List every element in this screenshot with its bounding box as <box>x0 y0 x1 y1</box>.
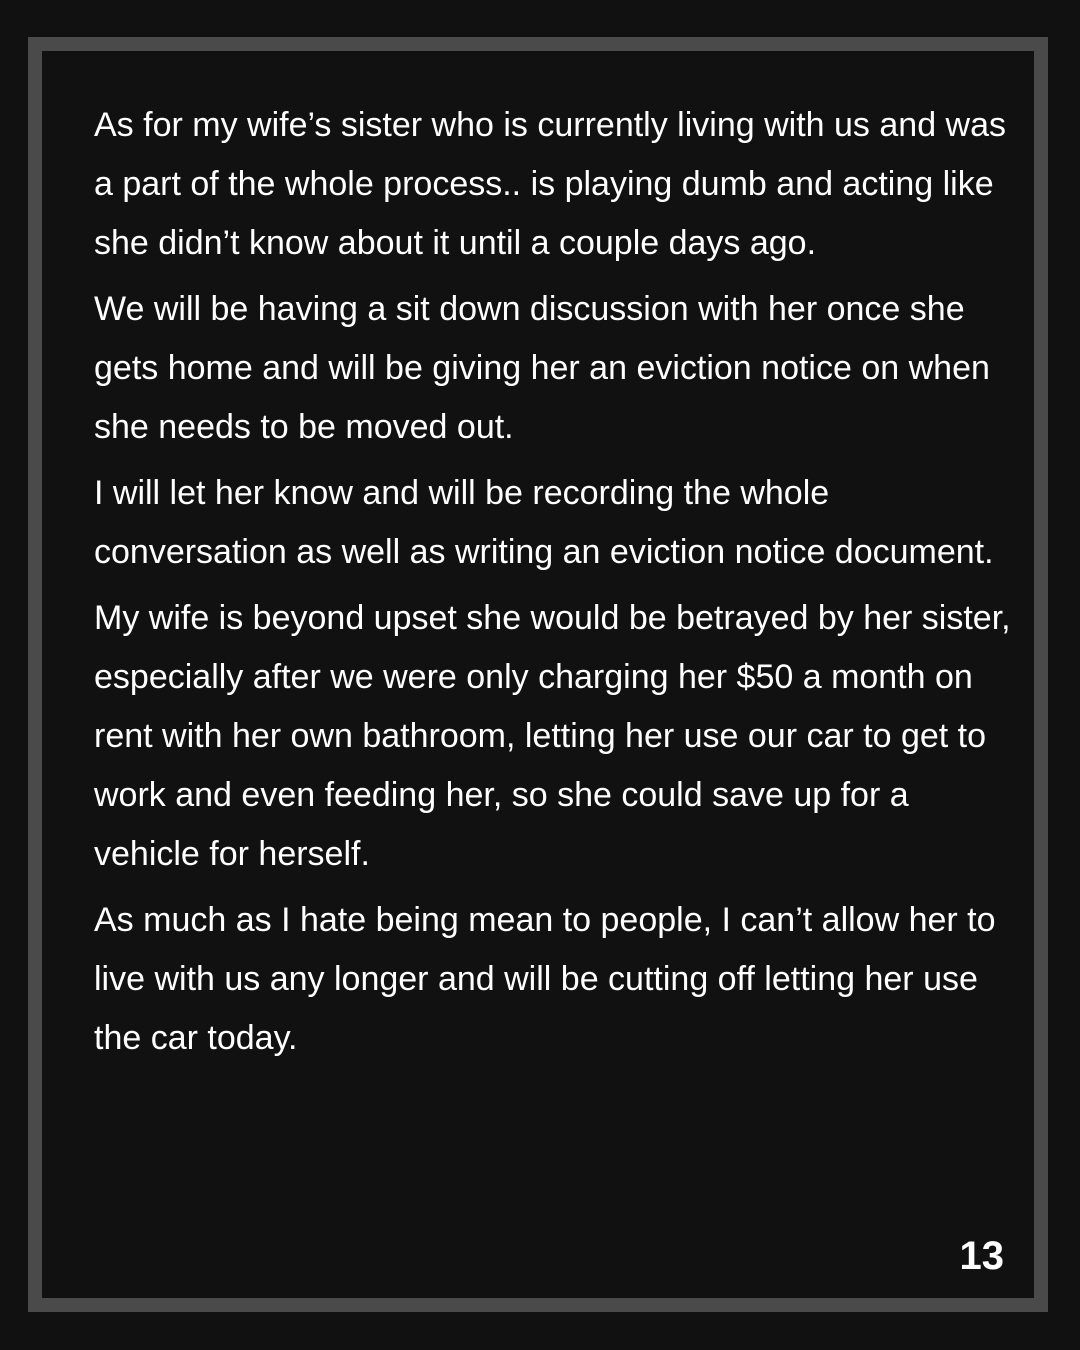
page-number: 13 <box>959 1234 1004 1278</box>
paragraph-4: My wife is beyond upset she would be betrayed by her sister, especially after we were only charging her $50 a month on rent with her own bathroom, letting her use our car to get to work and even feeding her, so she could save up for a vehicle for herself. <box>94 599 1011 873</box>
paragraph-1: As for my wife’s sister who is currently living with us and was a part of the whole process.. is playing dumb and acting like she didn’t know about it until a couple days ago. <box>94 106 1007 262</box>
story-card <box>28 37 1048 1312</box>
paragraph-2: We will be having a sit down discussion with her once she gets home and will be giving her an eviction notice on when she needs to be moved out. <box>94 290 990 446</box>
paragraph-5: As much as I hate being mean to people, I can’t allow her to live with us any longer and will be cutting off letting her use the car today. <box>94 901 996 1057</box>
paragraph-3: I will let her know and will be recording the whole conversation as well as writing an eviction notice document. <box>94 474 994 571</box>
story-text <box>94 96 1014 1075</box>
